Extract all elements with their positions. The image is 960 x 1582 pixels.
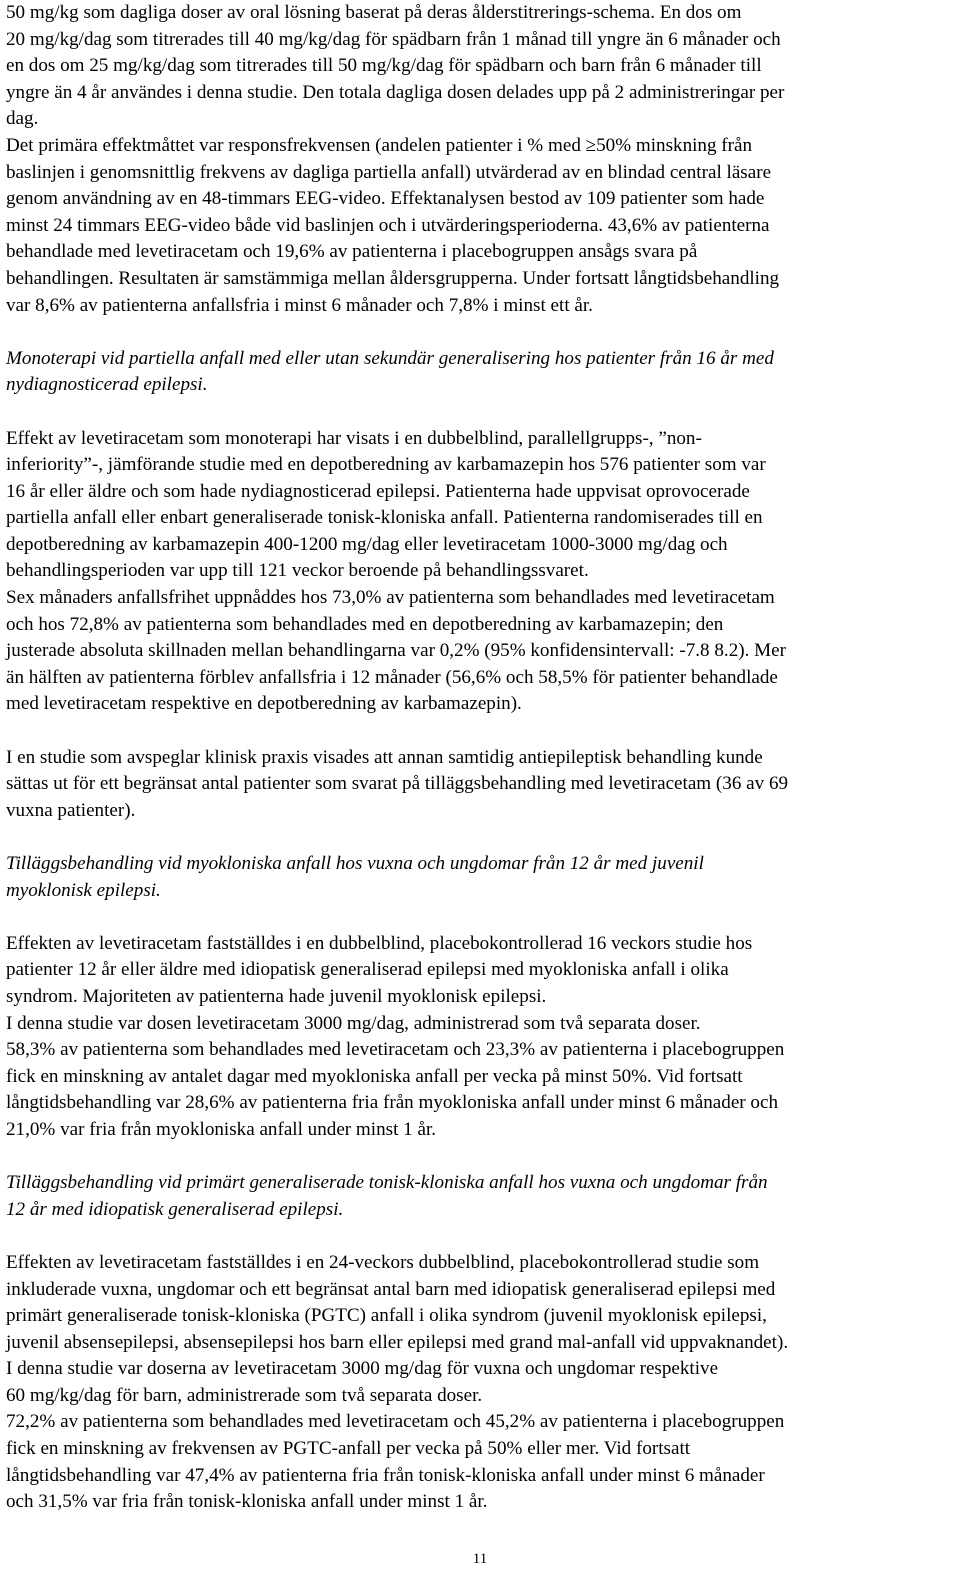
paragraph-pgtc-dose: I denna studie var doserna av levetiracetam 3000 mg/dag för vuxna och ungdomar respektive 60 mg/kg/dag för barn, administrerade som två separata doser. bbox=[6, 1358, 719, 1406]
paragraph-myoclonic-study: Effekten av levetiracetam fastställdes i en dubbelblind, placebokontrollerad 16 veckors studie hos patienter 12 år eller äldre med idiopatisk generaliserad epilepsi med myokloniska anfall i olika syndrom. Majoriteten av patienterna hade juvenil myoklonisk epilepsi. bbox=[6, 932, 753, 1007]
heading-pgtc: Tilläggsbehandling vid primärt generaliserade tonisk-kloniska anfall hos vuxna och ungdomar från 12 år med idiopatisk generaliserad epilepsi. bbox=[6, 1172, 768, 1220]
paragraph-gap bbox=[6, 824, 948, 851]
paragraph-monotherapy-study: Effekt av levetiracetam som monoterapi har visats i en dubbelblind, parallellgrupps-, ”non- inferiority”-, jämförande studie med en depotberedning av karbamazepin hos 576 patienter som var 16 år eller äldre och som hade nydiagnosticerad epilepsi. Patienterna hade uppvisat oprovocerade partiella anfall eller enbart generaliserade tonisk-kloniska anfall. Patienterna randomiserades till en depotberedning av karbamazepin 400-1200 mg/dag eller levetiracetam 1000-3000 mg/dag och behandlingsperioden var upp till 121 veckor beroende på behandlingssvaret. bbox=[6, 427, 766, 582]
paragraph-gap bbox=[6, 319, 948, 346]
paragraph-pgtc-results: 72,2% av patienterna som behandlades med levetiracetam och 45,2% av patienterna i placebogruppen fick en minskning av frekvensen av PGTC-anfall per vecka på 50% eller mer. Vid fortsatt långtidsbehandling var 47,4% av patienterna fria från tonisk-kloniska anfall under minst 6 månader och 31,5% var fria från tonisk-kloniska anfall under minst 1 år. bbox=[6, 1411, 785, 1513]
paragraph-myoclonic-dose: I denna studie var dosen levetiracetam 3000 mg/dag, administrerad som två separata doser. bbox=[6, 1012, 701, 1034]
page-number: 11 bbox=[472, 1551, 488, 1567]
paragraph-myoclonic-results: 58,3% av patienterna som behandlades med levetiracetam och 23,3% av patienterna i placebogruppen fick en minskning av antalet dagar med myokloniska anfall per vecka på minst 50%. Vid fortsatt långtidsbehandling var 28,6% av patienterna fria från myokloniska anfall under minst 6 månader och 21,0% var fria från myokloniska anfall under minst 1 år. bbox=[6, 1039, 785, 1140]
paragraph-dosing-schedule: 50 mg/kg som dagliga doser av oral lösning baserat på deras ålderstitrerings-schema. En dos om 20 mg/kg/dag som titrerades till 40 mg/kg/dag för spädbarn från 1 månad till yngre än 6 månader och en dos om 25 mg/kg/dag som titrerades till 50 mg/kg/dag för spädbarn och barn från 6 månader till yngre än 4 år användes i denna studie. Den totala dagliga dosen delades upp på 2 administreringar per dag. bbox=[6, 2, 785, 130]
paragraph-monotherapy-results: Sex månaders anfallsfrihet uppnåddes hos 73,0% av patienterna som behandlades med levetiracetam och hos 72,8% av patienterna som behandlades med en depotberedning av karbamazepin; den justerade absoluta skillnaden mellan behandlingarna var 0,2% (95% konfidensintervall: -7.8 8.2). Mer än hälften av patienterna förblev anfallsfria i 12 månader (56,6% och 58,5% för patienter behandlade med levetiracetam respektive en depotberedning av karbamazepin). bbox=[6, 587, 786, 715]
paragraph-gap bbox=[6, 399, 948, 426]
paragraph-pgtc-study: Effekten av levetiracetam fastställdes i en 24-veckors dubbelblind, placebokontrollerad studie som inkluderade vuxna, ungdomar och ett begränsat antal barn med idiopatisk generaliserad epilepsi med primärt generaliserade tonisk-kloniska (PGTC) anfall i olika syndrom (juvenil myoklonisk epilepsi, juvenil absensepilepsi, absensepilepsi hos barn eller epilepsi med grand mal-anfall vid uppvaknandet). bbox=[6, 1251, 789, 1353]
heading-monotherapy: Monoterapi vid partiella anfall med eller utan sekundär generalisering hos patienter från 16 år med nydiagnosticerad epilepsi. bbox=[6, 347, 774, 396]
paragraph-clinical-practice: I en studie som avspeglar klinisk praxis visades att annan samtidig antiepileptisk behandling kunde sättas ut för ett begränsat antal patienter som svarat på tilläggsbehandling med levetiracetam (36 av 69 vuxna patienter). bbox=[6, 746, 789, 821]
paragraph-gap bbox=[6, 904, 948, 931]
paragraph-gap bbox=[6, 1144, 948, 1171]
paragraph-gap bbox=[6, 1223, 948, 1250]
heading-myoclonic: Tilläggsbehandling vid myokloniska anfall hos vuxna och ungdomar från 12 år med juvenil myoklonisk epilepsi. bbox=[6, 853, 704, 901]
paragraph-primary-endpoint: Det primära effektmåttet var responsfrekvensen (andelen patienter i % med ≥50% minskning från baslinjen i genomsnittlig frekvens av dagliga partiella anfall) utvärderad av en blindad central läsare genom användning av en 48-timmars EEG-video. Effektanalysen bestod av 109 patienter som hade minst 24 timmars EEG-video både vid baslinjen och i utvärderingsperioderna. 43,6% av patienterna behandlade med levetiracetam och 19,6% av patienterna i placebogruppen ansågs svara på behandlingen. Resultaten är samstämmiga mellan åldersgrupperna. Under fortsatt långtidsbehandling var 8,6% av patienterna anfallsfria i minst 6 månader och 7,8% i minst ett år. bbox=[6, 134, 780, 316]
paragraph-gap bbox=[6, 718, 948, 745]
document-page bbox=[6, 0, 948, 1516]
